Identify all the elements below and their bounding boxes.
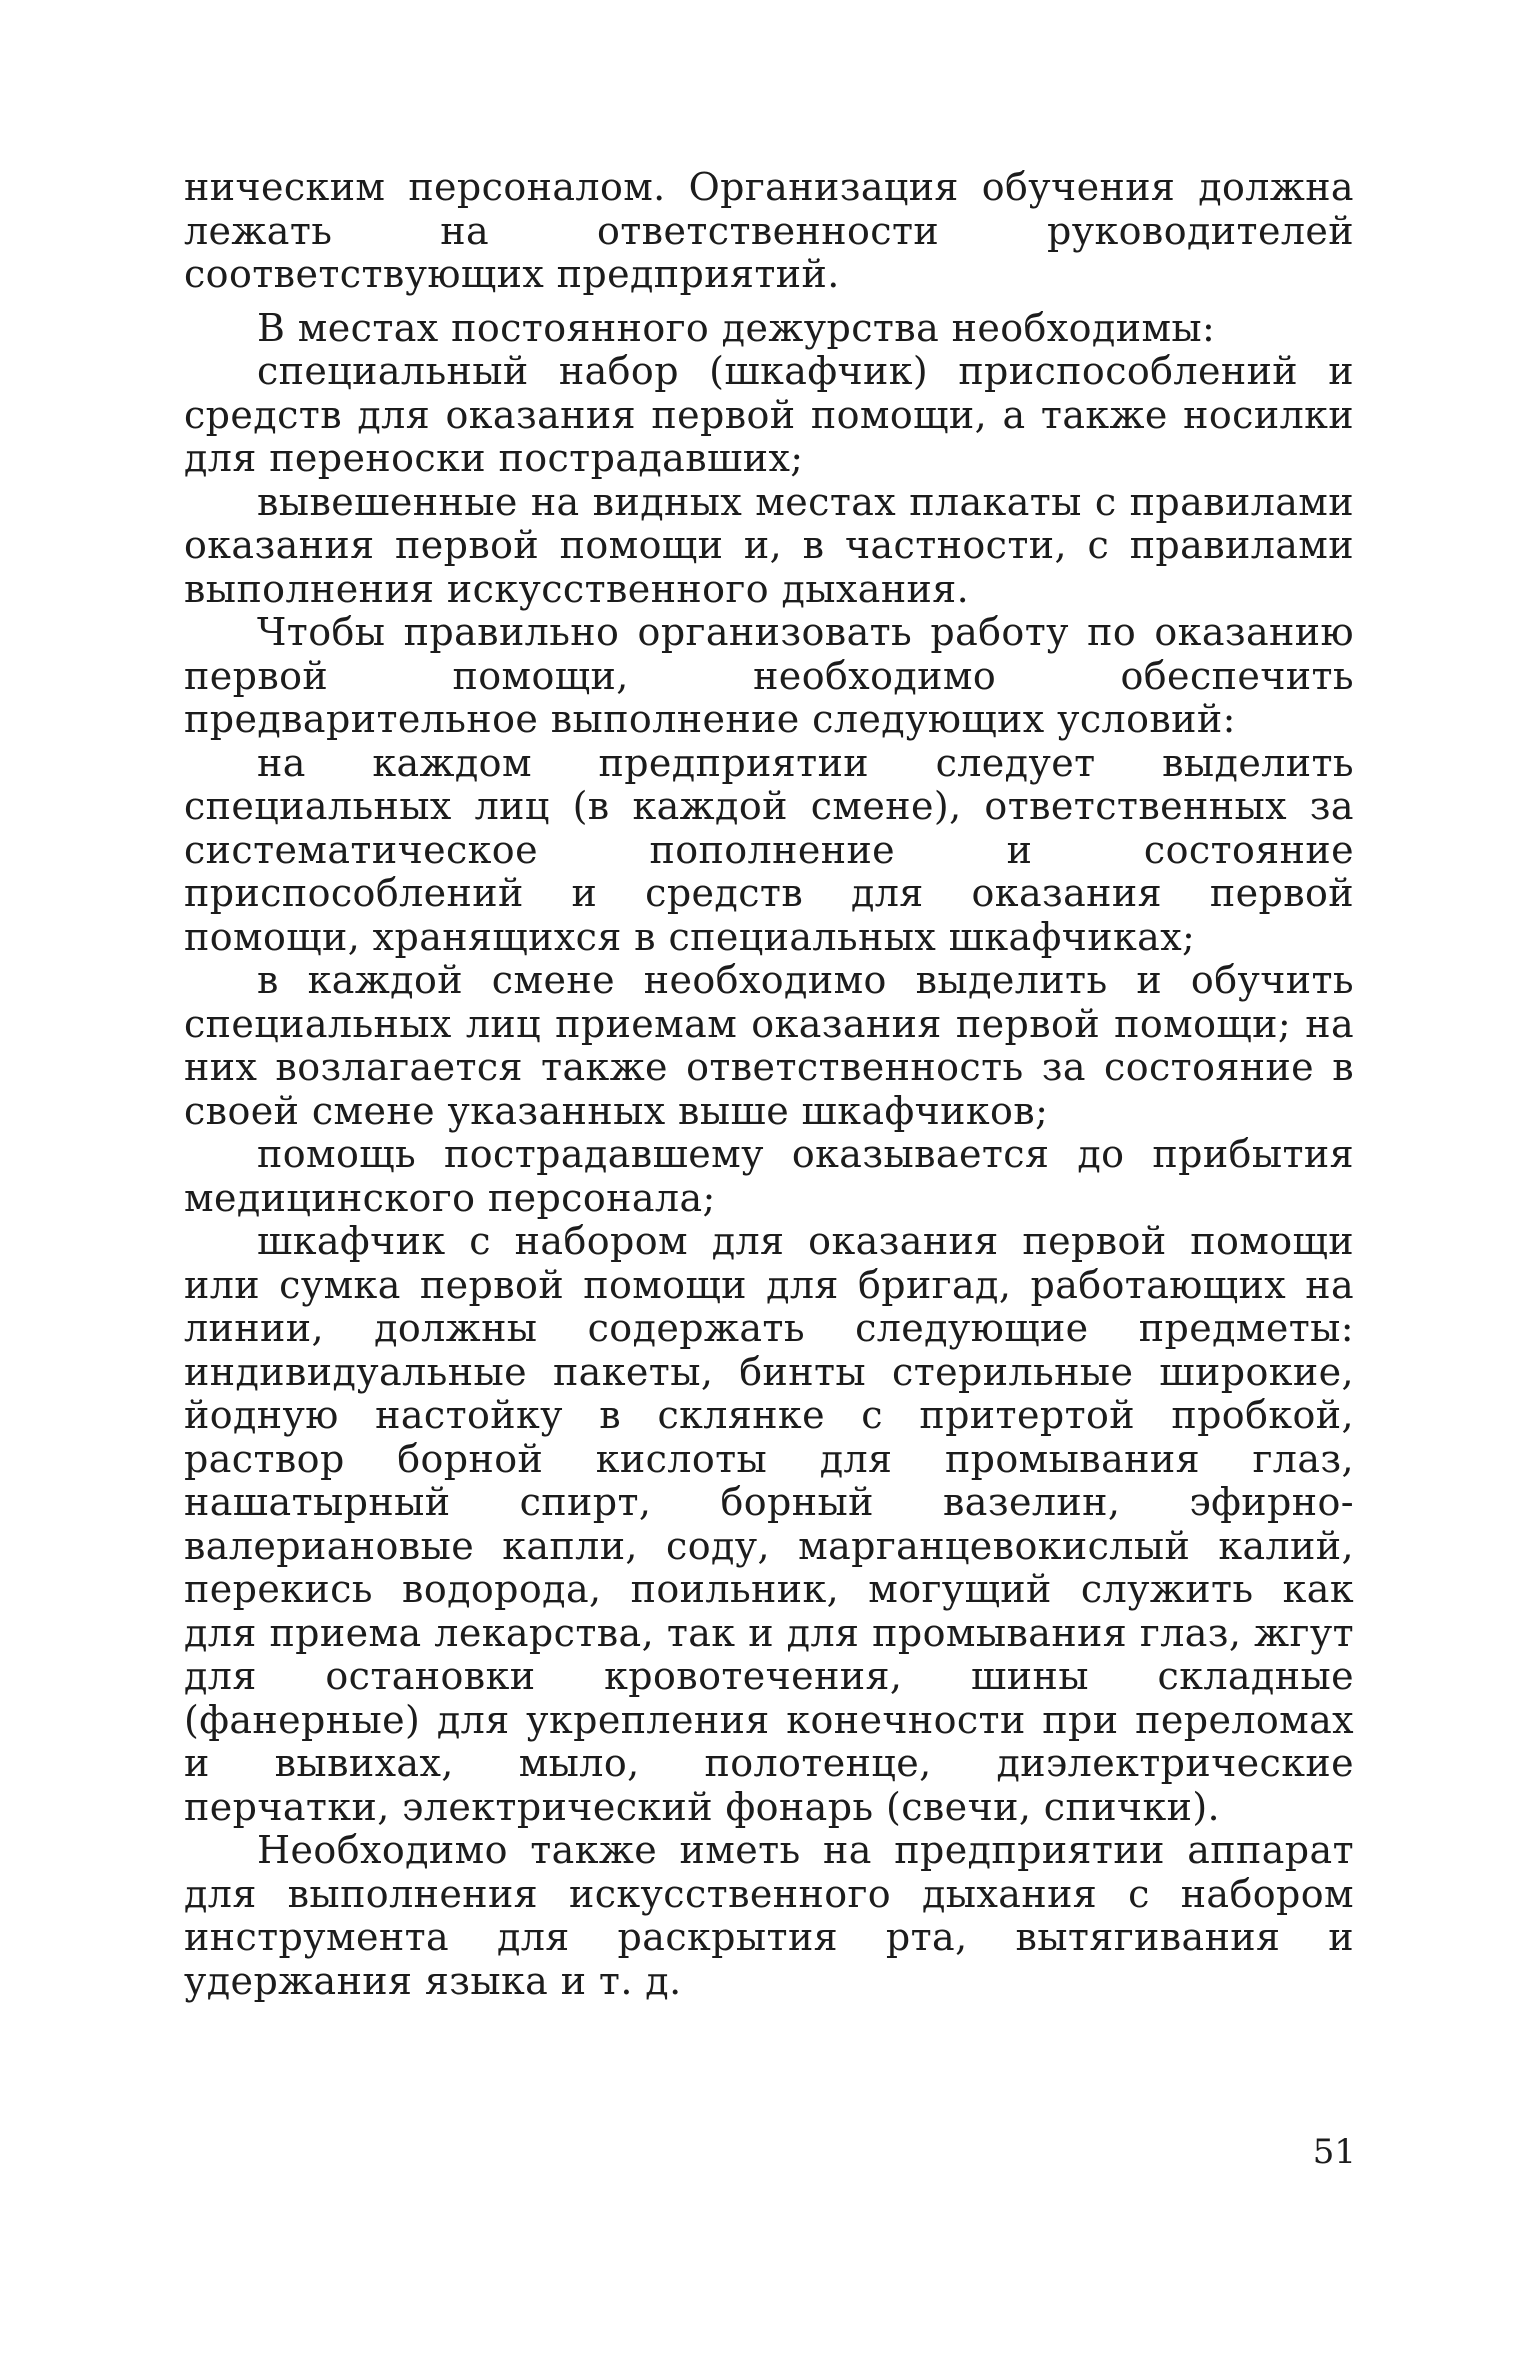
paragraph-responsible-persons: на каждом предприятии следует выделить специальных лиц (в каждой смене), ответственных за систематическое пополнение и состояние приспособлений и средств для оказания первой помощи, хранящихся в специальных шкафчиках; (184, 740, 1354, 959)
paragraph-help-before-medics: помощь пострадавшему оказывается до прибытия медицинского персонала; (184, 1132, 1354, 1220)
body-text (184, 166, 1354, 2003)
paragraph-posters: вывешенные на видных местах плакаты с правилами оказания первой помощи и, в частности, с правилами выполнения искусственного дыхания. (184, 479, 1354, 611)
paragraph-kit-contents: шкафчик с набором для оказания первой помощи или сумка первой помощи для бригад, работающих на линии, должны содержать следующие предметы: индивидуальные пакеты, бинты стерильные широкие, йодную настойку в склянке с притертой пробкой, раствор борной кислоты для промывания глаз, нашатырный спирт, борный вазелин, эфирно-валериановые капли, соду, марганцевокислый калий, перекись водорода, поильник, могущий служить как для приема лекарства, так и для промывания глаз, жгут для остановки кровотечения, шины складные (фанерные) для укрепления конечности при переломах и вывихах, мыло, полотенце, диэлектрические перчатки, электрический фонарь (свечи, спички). (184, 1219, 1354, 1829)
paragraph-continuation: ническим персоналом. Организация обучения должна лежать на ответственности руководителей соответствующих предприятий. (184, 165, 1354, 296)
paragraph-breathing-apparatus: Необходимо также иметь на предприятии аппарат для выполнения искусственного дыхания с набором инструмента для раскрытия рта, вытягивания и удержания языка и т. д. (184, 1828, 1354, 2003)
paragraph-duty-places-intro: В местах постоянного дежурства необходимы: (257, 305, 1216, 350)
paragraph-first-aid-kit: специальный набор (шкафчик) приспособлений и средств для оказания первой помощи, а также носилки для переноски пострадавших; (184, 349, 1354, 480)
page-number: 51 (1312, 2132, 1356, 2172)
paragraph-shift-training: в каждой смене необходимо выделить и обучить специальных лиц приемам оказания первой помощи; на них возлагается также ответственность за состояние в своей смене указанных выше шкафчиков; (184, 958, 1354, 1133)
paragraph-organization-conditions: Чтобы правильно организовать работу по оказанию первой помощи, необходимо обеспечить предварительное выполнение следующих условий: (184, 610, 1354, 741)
